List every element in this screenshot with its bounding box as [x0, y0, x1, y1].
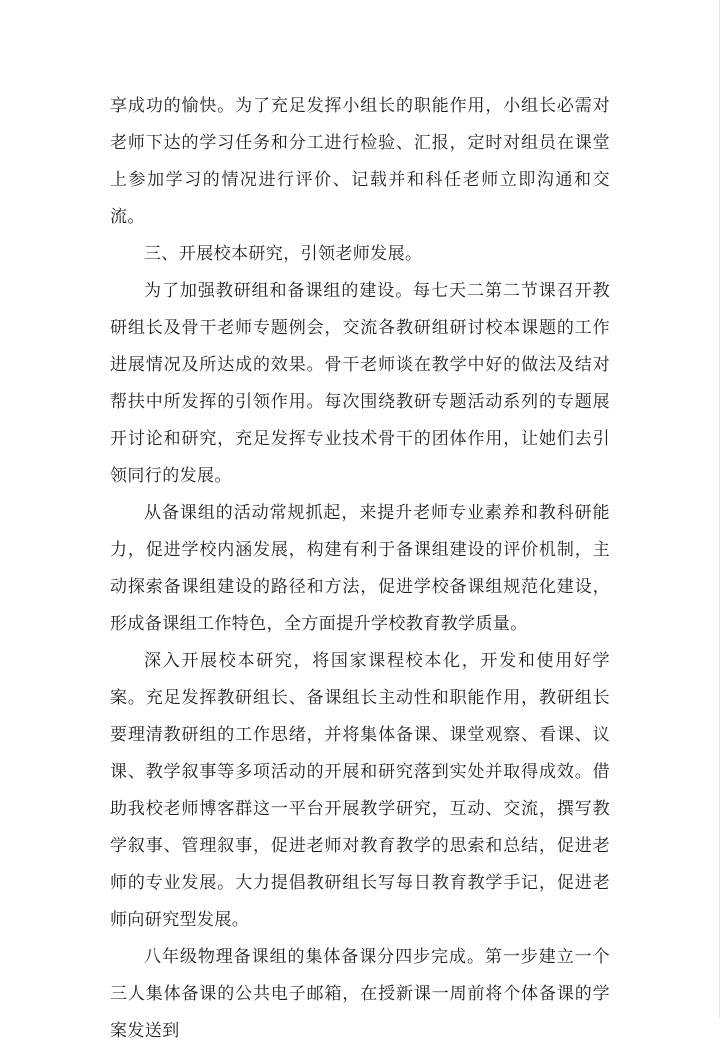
paragraph: 为了加强教研组和备课组的建设。每七天二第二节课召开教研组长及骨干老师专题例会，交流各教研组研讨校本课题的工作进展情况及所达成的效果。骨干老师谈在教学中好的做法及结对帮扶中所发挥的引领作用。每次围绕教研专题活动系列的专题展开讨论和研究，充足发挥专业技术骨干的团体作用，让她们去引领同行的发展。 [110, 281, 610, 486]
paragraph: 八年级物理备课组的集体备课分四步完成。第一步建立一个三人集体备课的公共电子邮箱，在授新课一周前将个体备课的学案发送到 [110, 947, 610, 1041]
document-body [110, 88, 610, 1050]
paragraph: 深入开展校本研究，将国家课程校本化，开发和使用好学案。充足发挥教研组长、备课组长主动性和职能作用，教研组长要理清教研组的工作思绪，并将集体备课、课堂观察、看课、议课、教学叙事等多项活动的开展和研究落到实处并取得成效。借助我校老师博客群这一平台开展教学研究，互动、交流，撰写教学叙事、管理叙事，促进老师对教育教学的思索和总结，促进老师的专业发展。大力提倡教研组长写每日教育教学手记，促进老师向研究型发展。 [110, 651, 610, 930]
section-heading: 三、开展校本研究，引领老师发展。 [144, 244, 423, 264]
paragraph-continuation: 享成功的愉快。为了充足发挥小组长的职能作用，小组长必需对老师下达的学习任务和分工进行检验、汇报，定时对组员在课堂上参加学习的情况进行评价、记载并和科任老师立即沟通和交流。 [110, 96, 610, 227]
paragraph: 从备课组的活动常规抓起，来提升老师专业素养和教科研能力，促进学校内涵发展，构建有利于备课组建设的评价机制，主动探索备课组建设的路径和方法，促进学校备课组规范化建设，形成备课组工作特色，全方面提升学校教育教学质量。 [110, 503, 610, 634]
